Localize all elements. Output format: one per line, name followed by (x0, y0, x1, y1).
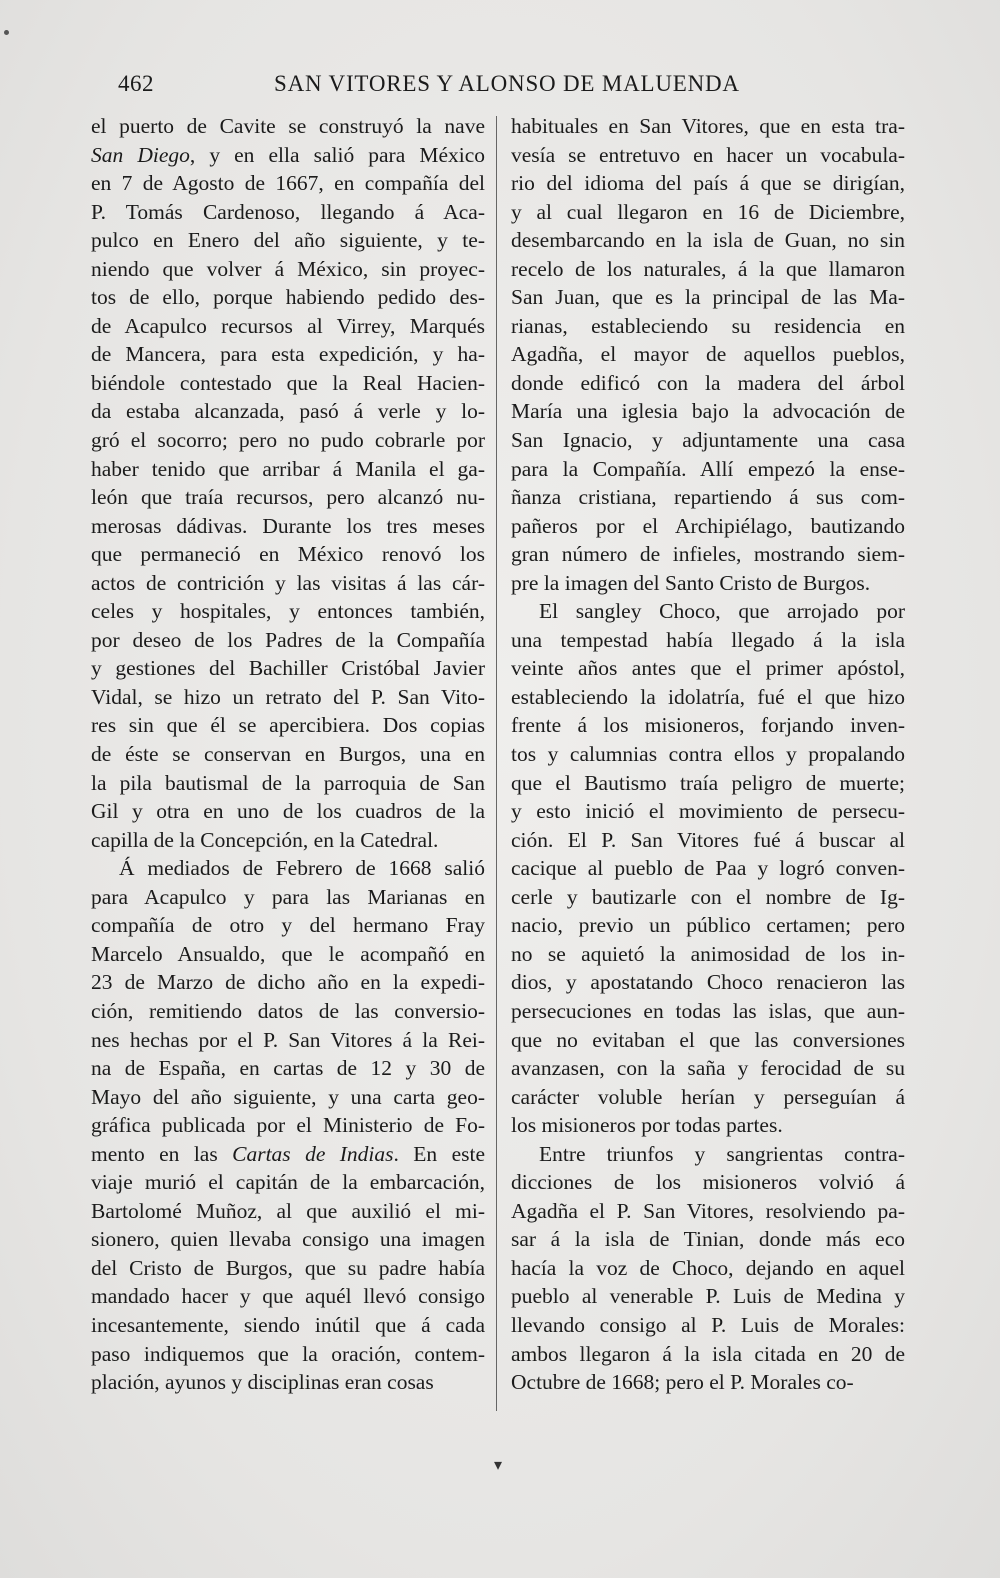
text-line: carácter voluble herían y perseguían á (511, 1084, 905, 1109)
text-line: Octubre de 1668; pero el P. Morales co- (511, 1370, 854, 1395)
text-line: Gil y otra en uno de los cuadros de la (91, 799, 485, 824)
text-line: que el Bautismo traía peligro de muerte; (511, 770, 905, 795)
text-line: Entre triunfos y sangrientas contra- (539, 1141, 905, 1166)
text-line: nacio, previo un público certamen; pero (511, 913, 905, 938)
text-line: capilla de la Concepción, en la Catedral. (91, 827, 439, 852)
text-line: tos de ello, porque habiendo pedido des- (91, 285, 485, 310)
page-number: 462 (118, 71, 154, 96)
text-line: Agadña, el mayor de aquellos pueblos, (511, 342, 905, 367)
text-line: frente á los misioneros, forjando inven- (511, 713, 905, 738)
text-line: 23 de Marzo de dicho año en la expedi- (91, 970, 485, 995)
text-line: nes hechas por el P. San Vitores á la Rei- (91, 1027, 485, 1052)
text-line: niendo que volver á México, sin proyec- (91, 256, 485, 281)
text-line: celes y hospitales, y entonces también, (91, 599, 485, 624)
text-line: gró el socorro; pero no pudo cobrarle por (91, 428, 485, 453)
text-line: ción, remitiendo datos de las conversio- (91, 998, 485, 1023)
text-line: de éste se conservan en Burgos, una en (91, 742, 485, 767)
text-line: res sin que él se apercibiera. Dos copias (91, 713, 485, 738)
text-line: pulco en Enero del año siguiente, y te- (91, 228, 485, 253)
column-divider (496, 116, 497, 1411)
text-line: y gestiones del Bachiller Cristóbal Javier (91, 656, 485, 681)
text-line: de Acapulco recursos al Virrey, Marqués (91, 313, 485, 338)
text-line: dicciones de los misioneros volvió á (511, 1170, 905, 1195)
page-header (118, 71, 758, 105)
text-line: viaje murió el capitán de la embarcación, (91, 1170, 485, 1195)
text-line: plación, ayunos y disciplinas eran cosas (91, 1370, 434, 1395)
text-line: cacique al pueblo de Paa y logró conven- (511, 856, 905, 881)
text-line: que no evitaban el que las conversiones (511, 1027, 905, 1052)
text-line: del Cristo de Burgos, que su padre había (91, 1255, 485, 1280)
text-line: una tempestad había llegado á la isla (511, 627, 905, 652)
text-line: pre la imagen del Santo Cristo de Burgos. (511, 570, 871, 595)
text-line: y esto inició el movimiento de persecu- (511, 799, 905, 824)
text-line: San Ignacio, y adjuntamente una casa (511, 428, 905, 453)
text-line: los misioneros por todas partes. (511, 1113, 783, 1138)
text-line: gráfica publicada por el Ministerio de Fo- (91, 1113, 485, 1138)
text-line: estableciendo la idolatría, fué el que hizo (511, 684, 905, 709)
text-line: merosas dádivas. Durante los tres meses (91, 513, 485, 538)
text-line: ción. El P. San Vitores fué á buscar al (511, 827, 905, 852)
text-line: no se aquietó la animosidad de los in- (511, 941, 905, 966)
text-line: el puerto de Cavite se construyó la nave (91, 114, 485, 138)
text-line: recelo de los naturales, á la que llamaron (511, 256, 905, 281)
text-line: para Acapulco y para las Marianas en (91, 884, 485, 909)
text-line: Mayo del año siguiente, y una carta geo- (91, 1084, 485, 1109)
text-line: pañeros por el Archipiélago, bautizando (511, 513, 905, 538)
text-line: haber tenido que arribar á Manila el ga- (91, 456, 485, 481)
text-line: actos de contrición y las visitas á las cár- (91, 570, 485, 595)
text-line: donde edificó con la madera del árbol (511, 370, 905, 395)
text-line: María una iglesia bajo la advocación de (511, 399, 905, 424)
text-line: San Diego, y en ella salió para México (91, 142, 486, 167)
text-line: rianas, estableciendo su residencia en (511, 313, 905, 338)
bottom-ornament: ▾ (494, 1457, 503, 1474)
text-line: ambos llegaron á la isla citada en 20 de (511, 1341, 905, 1366)
text-line: pueblo al venerable P. Luis de Medina y (511, 1284, 905, 1309)
text-line: tos y calumnias contra ellos y propalando (511, 742, 905, 767)
text-line: Marcelo Ansualdo, que le acompañó en (91, 941, 485, 966)
text-line: en 7 de Agosto de 1667, en compañía del (91, 171, 485, 196)
text-line: P. Tomás Cardenoso, llegando á Aca- (91, 199, 485, 224)
text-line: persecuciones en todas las islas, que aun- (511, 998, 905, 1023)
text-line: mandado hacer y que aquél llevó consigo (91, 1284, 485, 1309)
text-line: paso indiquemos que la oración, contem- (91, 1341, 485, 1366)
text-line: hacía la voz de Choco, dejando en aquel (511, 1255, 905, 1280)
ink-speck (4, 30, 9, 35)
text-line: na de España, en cartas de 12 y 30 de (91, 1056, 485, 1081)
text-line: para la Compañía. Allí empezó la ense- (511, 456, 905, 481)
text-line: león que traía recursos, pero alcanzó nu- (91, 485, 485, 510)
text-line: la pila bautismal de la parroquia de San (91, 770, 485, 795)
right-column (511, 112, 905, 1397)
text-line: Agadña el P. San Vitores, resolviendo pa- (511, 1198, 905, 1223)
text-line: da estaba alcanzada, pasó á verle y lo- (91, 399, 485, 424)
text-line: Bartolomé Muñoz, al que auxilió el mi- (91, 1198, 485, 1223)
text-line: llevando consigo al P. Luis de Morales: (511, 1312, 905, 1337)
text-line: incesantemente, siendo inútil que á cada (91, 1312, 485, 1337)
text-line: y al cual llegaron en 16 de Diciembre, (511, 199, 905, 224)
text-line: biéndole contestado que la Real Hacien- (91, 370, 485, 395)
text-line: gran número de infieles, mostrando siem- (511, 542, 905, 567)
text-line: vesía se entretuvo en hacer un vocabula- (511, 142, 905, 167)
text-line: San Juan, que es la principal de las Ma- (511, 285, 905, 310)
text-line: Á mediados de Febrero de 1668 salió (119, 856, 485, 881)
text-line: habituales en San Vitores, que en esta tra- (511, 114, 905, 138)
text-line: compañía de otro y del hermano Fray (91, 913, 485, 938)
text-line: por deseo de los Padres de la Compañía (91, 627, 485, 652)
text-line: dios, y apostatando Choco renacieron las (511, 970, 905, 995)
text-line: El sangley Choco, que arrojado por (539, 599, 905, 624)
text-line: desembarcando en la isla de Guan, no sin (511, 228, 905, 253)
text-line: avanzasen, con la saña y ferocidad de su (511, 1056, 905, 1081)
text-line: mento en las Cartas de Indias. En este (91, 1141, 485, 1166)
text-line: sionero, quien llevaba consigo una imagen (91, 1227, 485, 1252)
text-line: cerle y bautizarle con el nombre de Ig- (511, 884, 905, 909)
text-line: veinte años antes que el primer apóstol, (511, 656, 905, 681)
text-line: de Mancera, para esta expedición, y ha- (91, 342, 485, 367)
left-column (91, 112, 485, 1397)
text-line: ñanza cristiana, repartiendo á sus com- (511, 485, 905, 510)
text-line: sar á la isla de Tinian, donde más eco (511, 1227, 905, 1252)
text-line: rio del idioma del país á que se dirigían, (511, 171, 905, 196)
text-line: que permaneció en México renovó los (91, 542, 485, 567)
text-line: Vidal, se hizo un retrato del P. San Vito- (91, 684, 485, 709)
running-title: SAN VITORES Y ALONSO DE MALUENDA (274, 71, 740, 96)
